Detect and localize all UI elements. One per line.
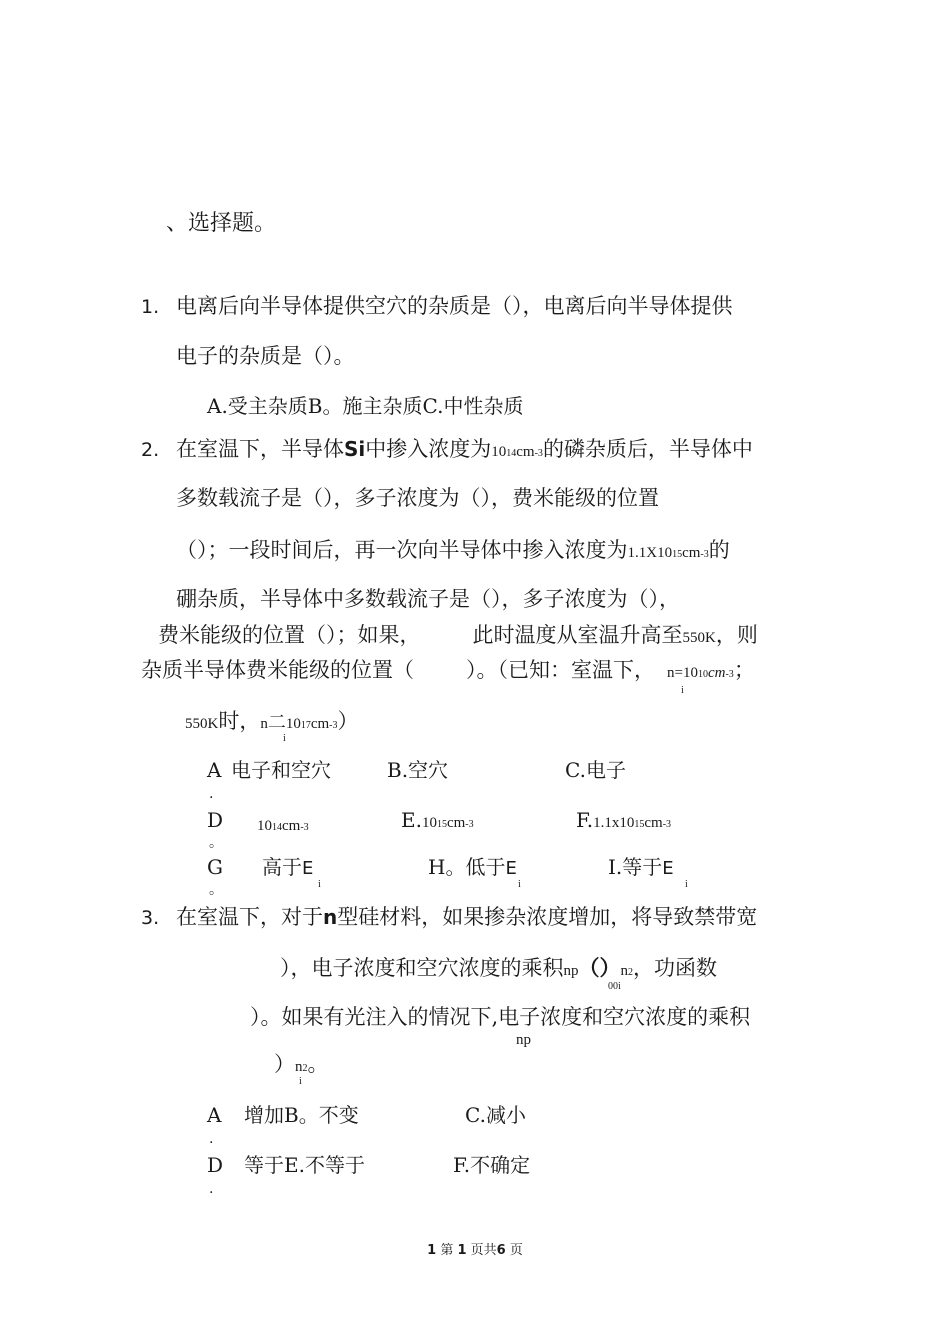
- q3-option-a-letter: A: [207, 1103, 222, 1127]
- q2-option-g: 高于E: [262, 855, 314, 879]
- q3-line-4-subscript: i: [299, 1076, 302, 1087]
- q3-option-c: C.减小: [465, 1103, 526, 1127]
- q3-line-1: 在室温下，对于n型硅材料，如果掺杂浓度增加，将导致禁带宽: [176, 905, 758, 929]
- q3-line-4: ）n2。: [274, 1052, 329, 1076]
- q2-line-1: 在室温下，半导体Si中掺入浓度为1014cm-3的磷杂质后，半导体中: [176, 437, 753, 461]
- q3-option-d: 等于E.不等于: [244, 1153, 365, 1177]
- q2-line-5: 费米能级的位置（）；如果， 此时温度从室温升高至550K，则: [158, 623, 758, 647]
- q2-line-4: 硼杂质，半导体中多数载流子是（），多子浓度为（），: [176, 587, 680, 611]
- q2-line-3: （）；一段时间后，再一次向半导体中掺入浓度为1.1X1015cm-3的: [176, 538, 730, 562]
- q2-option-d-dot: 。: [209, 835, 223, 851]
- q2-option-a-dot: .: [209, 786, 214, 802]
- q2-option-f: F.1.1x1015cm-3: [576, 808, 672, 832]
- q3-line-3-np: np: [516, 1032, 531, 1048]
- q3-line-2: ），电子浓度和空穴浓度的乘积np（）n2，功函数: [280, 955, 717, 980]
- q1-line-1: 电离后向半导体提供空穴的杂质是（），电离后向半导体提供: [176, 294, 733, 318]
- q2-option-b: B.空穴: [387, 758, 449, 782]
- q2-option-d: 1014cm-3: [257, 818, 309, 834]
- q3-option-d-letter: D: [207, 1153, 224, 1177]
- q3-option-a: 增加B。不变: [244, 1103, 359, 1127]
- q1-line-2: 电子的杂质是（）。: [176, 344, 355, 368]
- q2-line-7-subscript: i: [283, 733, 286, 744]
- q2-option-g-subscript: i: [318, 879, 321, 890]
- q2-line-6: 杂质半导体费米能级的位置（ ）。（已知：室温下， n=1010cm-3；: [141, 658, 755, 682]
- q3-option-d-dot: .: [209, 1181, 214, 1197]
- q2-option-a: 电子和空穴: [231, 758, 331, 782]
- q2-line-6-subscript: i: [681, 685, 684, 696]
- q2-option-a-letter: A: [207, 758, 222, 782]
- q2-option-c: C.电子: [565, 758, 626, 782]
- q2-number: 2.: [141, 439, 160, 461]
- q1-number: 1.: [141, 296, 160, 318]
- q2-line-7: 550K时，n二1017cm-3）: [185, 709, 359, 733]
- q2-option-e: E.1015cm-3: [401, 808, 474, 832]
- page-footer: 1 第 1 页共6 页: [427, 1243, 523, 1258]
- q3-line-3: ）。如果有光注入的情况下,电子浓度和空穴浓度的乘积: [250, 1005, 751, 1029]
- q1-options: A.受主杂质B。施主杂质C.中性杂质: [207, 394, 524, 418]
- q2-option-i: I.等于E: [608, 855, 674, 879]
- q2-option-g-letter: G: [207, 855, 223, 879]
- q2-option-h: H。低于E: [428, 855, 517, 879]
- q3-option-a-dot: .: [209, 1131, 214, 1147]
- section-title: 、选择题。: [166, 211, 277, 236]
- q2-option-d-letter: D: [207, 808, 224, 832]
- q3-line-2-subscript: 00i: [608, 981, 621, 992]
- q2-option-i-subscript: i: [685, 879, 688, 890]
- q3-option-f: F.不确定: [453, 1153, 531, 1177]
- q2-option-g-dot: 。: [209, 882, 223, 898]
- q2-line-2: 多数载流子是（），多子浓度为（），费米能级的位置: [176, 486, 659, 510]
- q2-option-h-subscript: i: [518, 879, 521, 890]
- q3-number: 3.: [141, 907, 160, 929]
